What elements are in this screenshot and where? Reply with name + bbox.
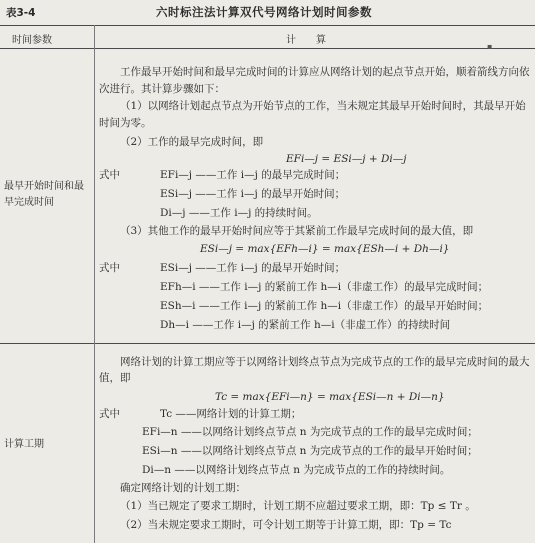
s1-where-2: 式中: [99, 262, 120, 274]
s1-def-6: ESh—i ——工作 i—j 的紧前工作 h—i（非虚工作）的最早开始时间；: [160, 300, 489, 312]
s1-def-1: EFi—j ——工作 i—j 的最早完成时间；: [160, 169, 346, 181]
s1-where-1: 式中: [99, 169, 120, 181]
scan-mark: ▪: [487, 42, 493, 51]
row-divider: [0, 343, 535, 344]
s2-def-3: ESi—n ——以网络计划终点节点 n 为完成节点的工作的最早开始时间；: [142, 445, 478, 457]
s1-def-2: ESi—j ——工作 i—j 的最早开始时间；: [160, 188, 346, 200]
s2-where: 式中: [99, 408, 120, 420]
s1-line-2: 次进行。其计算步骤如下：: [99, 83, 225, 95]
s1-formula-1: EFi—j = ESi—j + Di—j: [286, 153, 407, 165]
s2-line-5: （2）当未规定要求工期时，可令计划工期等于计算工期，即：Tp = Tc: [120, 519, 452, 531]
s1-def-3: Di—j ——工作 i—j 的持续时间。: [160, 207, 318, 219]
s2-line-2: 值，即: [99, 372, 131, 384]
s1-line-4: 时间为零。: [99, 117, 152, 129]
table-title: 六时标注法计算双代号网络计划时间参数: [156, 5, 372, 19]
s2-line-1: 网络计划的计算工期应等于以网络计划终点节点为完成节点的工作的最早完成时间的最大: [120, 356, 530, 368]
s2-def-1: Tc ——网络计划的计算工期；: [160, 408, 302, 420]
s1-line-6: （3）其他工作的最早开始时间应等于其紧前工作最早完成时间的最大值，即: [120, 225, 474, 237]
s2-line-4: （1）当已规定了要求工期时，计划工期不应超过要求工期，即：Tp ≤ Tr 。: [120, 500, 476, 512]
s1-line-5: （2）工作的最早完成时间，即: [120, 136, 264, 148]
table-number: 表3-4: [6, 7, 36, 19]
header-rule: [0, 48, 535, 49]
table-caption: [6, 3, 529, 21]
table-top-rule: [0, 25, 535, 26]
s1-line-1: 工作最早开始时间和最早完成时间的计算应从网络计划的起点节点开始，顺着箭线方向依: [120, 66, 530, 78]
param-calculated-duration: 计算工期: [4, 439, 44, 450]
column-divider: [94, 25, 95, 543]
s1-def-5: EFh—i ——工作 i—j 的紧前工作 h—i（非虚工作）的最早完成时间；: [160, 281, 489, 293]
s2-def-4: Di—n ——以网络计划终点节点 n 为完成节点的工作的持续时间。: [142, 464, 451, 476]
s1-def-7: Dh—i ——工作 i—j 的紧前工作 h—i（非虚工作）的持续时间: [160, 319, 451, 331]
header-calc: 计 算: [286, 35, 326, 46]
s1-line-3: （1）以网络计划起点节点为开始节点的工作，当未规定其最早开始时间时，其最早开始: [120, 100, 526, 112]
s2-def-2: EFi—n ——以网络计划终点节点 n 为完成节点的工作的最早完成时间；: [142, 426, 478, 438]
s2-line-3: 确定网络计划的计划工期：: [120, 482, 246, 494]
s1-def-4: ESi—j ——工作 i—j 的最早开始时间；: [160, 262, 346, 274]
param-earliest-times: 最早开始时间和最早完成时间: [4, 181, 84, 208]
parameter-table: [0, 25, 535, 543]
s1-formula-2: ESi—j = max{EFh—i} = max{ESh—i + Dh—i}: [200, 243, 450, 255]
s2-formula: Tc = max{EFi—n} = max{ESi—n + Di—n}: [215, 391, 445, 403]
header-param: 时间参数: [12, 35, 52, 46]
